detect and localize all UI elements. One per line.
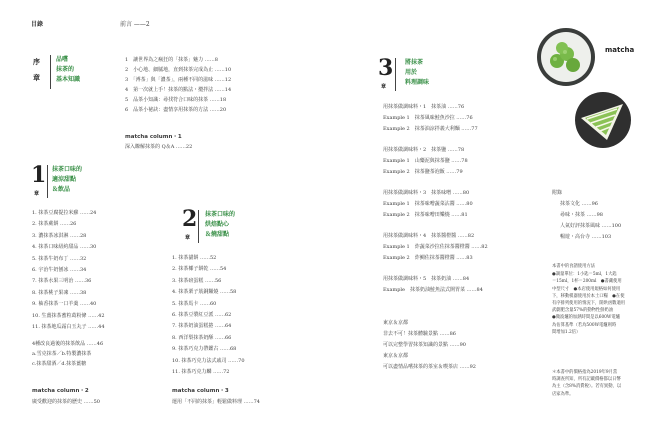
note-line: 為主（含8%消費稅）。若有異動，以: [552, 384, 622, 390]
chapter-3-group-2: [383, 147, 468, 175]
list-item: 6. 宇治牛奶刨冰 ……34: [32, 266, 87, 273]
list-item: 2. 抹茶椰子餅乾 ……54: [172, 266, 227, 273]
chapter-3-group-1: [383, 104, 478, 132]
section-heading: 東京＆京都: [383, 320, 409, 326]
column-2-title: matcha column・2: [32, 388, 89, 394]
chapter-1-list: [32, 210, 105, 330]
list-item: 9. 抹茶巧克力帶鑑古 ……68: [172, 346, 237, 353]
list-item: Example 1 抹茶風味鮭魚沙拉 ……76: [383, 115, 473, 121]
chapter-3-group-5: [383, 276, 483, 293]
list-item: 6 品茶小祕訣：盡情享用抹茶的方法 ……20: [125, 107, 227, 113]
list-item: 抹茶文化 ……96: [560, 201, 598, 207]
note-line: ＊本書中的價格指為2019年9月當: [552, 370, 618, 375]
list-item: 4種改良過後的抹茶飲品 ……46: [32, 341, 104, 347]
chapter-3-number: 3: [378, 55, 394, 81]
list-item: 10. 抹茶巧克力法式戚司 ……70: [172, 357, 245, 364]
appendix-title: 附錄: [552, 190, 563, 196]
list-item: 用抹茶做調味料・3 抹茶味噌 ……80: [383, 190, 470, 196]
list-item: 用抹茶做調味料・4 抹茶醬橙醬 ……82: [383, 233, 475, 239]
list-item: 5 品茶小知識：尋找符合口味的抹茶 ……18: [125, 97, 227, 103]
list-item: 4. 抹茶口味紐約甜品 ……30: [32, 244, 97, 251]
list-item: 用抹茶做調味料・1 抹茶油 ……76: [383, 104, 465, 110]
list-item: 用抹茶做調味料・5 抹茶奶油 ……84: [383, 276, 470, 282]
chapter-2-number: 2: [182, 206, 198, 232]
note-line: 間增加1.2倍）: [552, 329, 581, 335]
note-line: 本書中的食譜使用方法: [552, 264, 595, 269]
list-item: 2. 抹茶蕨餅 ……26: [32, 221, 77, 228]
toc-heading: 目錄: [31, 21, 44, 28]
list-item: 可以完整學習抹茶知識的景點 ……90: [383, 342, 466, 348]
intro-title-1: 品嚐: [56, 56, 69, 63]
note-line: 為估算基準（若為500W電爐則時: [552, 322, 617, 328]
chapter-3-group-3: [383, 190, 473, 218]
list-item: 可以盡情品嚐抹茶的茶室＆喫茶店 ……92: [383, 364, 476, 370]
chapter-1-sub: 章: [34, 191, 40, 197]
column-1-title: matcha column・1: [125, 134, 182, 140]
list-item: c.抹茶甜酒／d.抹茶薑糖: [32, 361, 87, 367]
chapter-3-title-3: 料理調味: [405, 79, 430, 86]
list-item: 5. 抹茶馬卡 ……60: [172, 300, 217, 307]
note-line: 下，移動模器使用於本土口糧 ●在使: [552, 293, 625, 299]
list-item: 8. 西洋梨抹茶奶酥 ……66: [172, 334, 232, 341]
chapter-2-list: [172, 255, 245, 375]
chapter-3-sub: 章: [381, 84, 387, 90]
list-item: 用抹茶做調味料・2 抹茶鹽 ……78: [383, 147, 465, 153]
list-item: 1. 抹茶貓餅 ……52: [172, 255, 217, 261]
note-line: ●調量單位：1小匙＝5ml，1大匙: [552, 272, 617, 278]
list-item: 3 「溥茶」與「濃茶」，兩種不同的滋味 ……12: [125, 77, 232, 83]
column-3-entry: 運用「不同的抹茶」輕鬆做料理 ……74: [172, 399, 260, 405]
chapter-2-title-1: 抹茶口味的: [205, 211, 236, 218]
list-item: 11. 抹茶巧克力麟 ……72: [172, 368, 230, 375]
list-item: Example 1 炸蔬菜沙拉佐抹茶醬橙醬 ……82: [383, 244, 488, 250]
column-2-entry: 廣受歡迎的抹茶的歷史 ……50: [32, 399, 100, 405]
chapter-3-divider: [395, 58, 396, 91]
list-item: 3. 濃抹茶冰淇淋 ……28: [32, 232, 87, 239]
list-item: 4. 抹茶栗子筋銅鑼燒 ……58: [172, 289, 237, 296]
list-item: 5. 抹茶牛奶布丁 ……32: [32, 255, 87, 262]
intro-title-3: 基本知識: [56, 76, 81, 83]
column-1-entry: 深入瞭解抹茶的 Q＆A ……22: [125, 144, 193, 150]
note-line: 時調查所知，所有記載價格都以日幣: [552, 377, 621, 383]
appendix-list: [560, 201, 621, 240]
list-item: 4 第一次就上手！抹茶的點法・攪拌法 ……14: [125, 87, 232, 93]
intro-list: [125, 57, 231, 113]
intro-title-2: 抹茶的: [56, 66, 75, 73]
list-item: 東京＆京都: [383, 353, 409, 359]
price-notes: [552, 370, 621, 397]
chapter-3-title-2: 用於: [405, 69, 418, 76]
tokyo-kyoto-section: [383, 320, 476, 370]
note-line: ●微波爐的加熱時間是以600W電爐: [552, 315, 620, 321]
list-item: 尋味・抹茶 ……98: [560, 212, 603, 218]
chapter-1-extra: [32, 341, 103, 367]
column-3-title: matcha column・3: [172, 388, 229, 394]
list-item: 1 讓世界為之瘋狂的「抹茶」魅力 ……8: [125, 57, 218, 63]
note-line: 有序排列使用的情況下，開烘函數適用: [552, 301, 626, 307]
list-item: 6. 抹茶豆漿紅豆派 ……62: [172, 311, 232, 318]
list-item: Example 1 山藥泥與抹茶鹽 ……78: [383, 158, 468, 164]
list-item: Example 抹茶奶油鮭魚法式開胃菜 ……84: [383, 287, 483, 293]
chapter-2-title-2: 烘焙點心: [205, 221, 230, 228]
list-item: Example 2 抹茶鹽茶泡飯 ……79: [383, 169, 463, 175]
chapter-1-title-1: 抹茶口味的: [52, 166, 83, 173]
list-item: Example 2 抹茶味噌田樂燒 ……81: [383, 212, 468, 218]
chapter-1-number: 1: [31, 162, 47, 188]
note-line: 店家為準。: [552, 391, 574, 397]
preface-entry: 前言 ——2: [120, 21, 150, 28]
chapter-2-divider: [198, 210, 199, 243]
note-line: ＝15ml，1杯＝200ml ●書藏使用: [552, 279, 622, 285]
intro-divider: [50, 55, 51, 89]
dango-photo: [536, 24, 602, 90]
chapter-1-title-3: ＆飲品: [52, 186, 71, 193]
note-line: 武劇肥含量57%的動物性鮮奶油: [552, 308, 614, 314]
list-item: 暢遊・高台寺 ……103: [560, 234, 612, 240]
note-line: 中型尺寸 ●本店使用規格如何使用: [552, 286, 621, 292]
usage-notes: [552, 264, 625, 335]
chapter-2-sub: 章: [185, 235, 191, 241]
chapter-1-title-2: 適涼甜點: [52, 176, 77, 183]
chapter-3-group-4: [383, 233, 488, 261]
intro-chapter-mark: 序: [33, 57, 40, 66]
list-item: 8. 抹茶桃子果凍 ……38: [32, 289, 87, 296]
list-item: 3. 抹茶磅蛋糕 ……56: [172, 277, 222, 284]
chapter-1-divider: [47, 165, 48, 198]
list-item: Example 1 抹茶味噌蔬菜沾醬 ……80: [383, 201, 473, 207]
list-item: Example 2 炸鯛佐抹茶醬橙醬 ……83: [383, 255, 473, 261]
matcha-label: matcha: [605, 46, 635, 54]
list-item: 人氣好評抹茶風味 ……100: [560, 223, 622, 229]
list-item: 11. 抹茶地瓜霜白玉丸子 ……44: [32, 323, 105, 330]
chapter-2-title-3: ＆燒甜點: [205, 231, 230, 238]
list-item: 9. 柚香抹茶一口羊羹 ……40: [32, 301, 97, 308]
list-item: a.雪克抹茶／b.特製濃抹茶: [32, 351, 92, 357]
list-item: 7. 抹茶奶油蛋糕捲 ……64: [172, 323, 232, 330]
list-item: 非去不可！抹茶體驗景點 ……86: [383, 331, 456, 337]
intro-chapter-sub: 章: [33, 73, 40, 82]
matcha-cake-photo: [573, 90, 633, 150]
list-item: 2 小心地、細膩地，直到抹茶完成為止 ……10: [125, 67, 232, 73]
chapter-3-title-1: 將抹茶: [405, 59, 424, 66]
list-item: 7. 抹茶水果三明治 ……36: [32, 278, 92, 285]
list-item: 10. 生薑抹茶蜜粒葛粉條 ……42: [32, 312, 105, 319]
list-item: Example 2 抹茶油涼拌義大利麵 ……77: [383, 126, 478, 132]
list-item: 1. 抹茶豆腐提拉米蘇 ……24: [32, 210, 97, 216]
